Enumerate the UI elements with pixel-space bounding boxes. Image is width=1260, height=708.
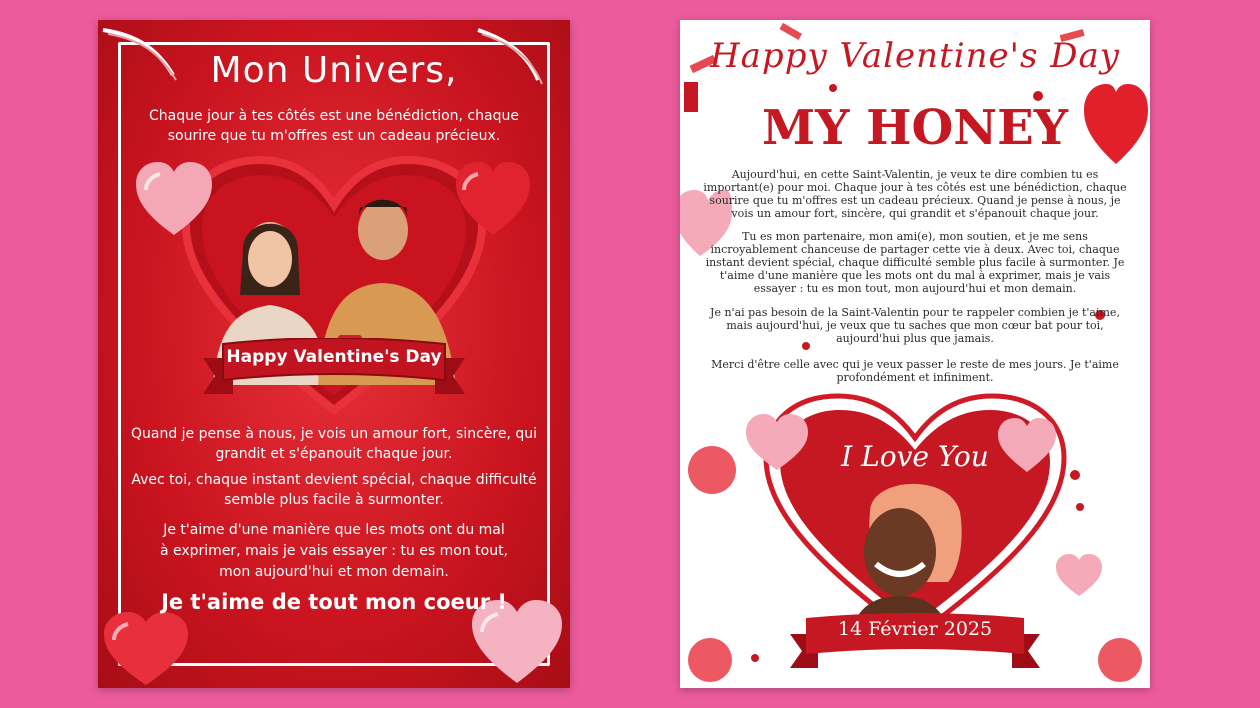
love-text: I Love You bbox=[841, 440, 989, 473]
left-card bbox=[98, 20, 570, 688]
date-text: 14 Février 2025 bbox=[837, 618, 993, 640]
card-title: Mon Univers, bbox=[210, 50, 458, 91]
paragraph-1: Quand je pense à nous, je vois un amour fort, sincère, qui grandit et s'épanouit chaque jour. bbox=[130, 426, 537, 462]
heart-balloon bbox=[1054, 552, 1104, 598]
heart-balloon bbox=[102, 610, 190, 688]
card-title: MY HONEY bbox=[762, 100, 1068, 156]
paragraph-2: Avec toi, chaque instant devient spécial, chaque difficulté semble plus facile à surmonter. bbox=[131, 472, 537, 508]
paragraph-2: Tu es mon partenaire, mon ami(e), mon soutien, et je me sens incroyablement chanceuse de partager cette vie à deux. Avec toi, chaque instant devient spécial, chaque difficulté semble plus facile à surmonter. Je t'aime d'une manière que les mots ont du mal à exprimer, mais je vais essayer : tu es mon tout, mon aujourd'hui et mon demain. bbox=[705, 230, 1125, 295]
right-card bbox=[680, 20, 1150, 688]
banner-text: Happy Valentine's Day bbox=[226, 347, 442, 367]
intro-text: Chaque jour à tes côtés est une bénédiction, chaque sourire que tu m'offres est un cadeau précieux. bbox=[149, 108, 519, 144]
woman-portrait bbox=[840, 472, 970, 632]
paragraph-3: Je t'aime d'une manière que les mots ont du mal à exprimer, mais je vais essayer : tu es mon tout, mon aujourd'hui et mon demain. bbox=[159, 522, 509, 580]
heart-balloon bbox=[454, 160, 532, 238]
paragraph-3: Je n'ai pas besoin de la Saint-Valentin pour te rappeler combien je t'aime, mais aujourd'hui, je veux que tu saches que mon cœur bat pour toi, aujourd'hui plus que jamais. bbox=[710, 306, 1120, 345]
paragraph-1: Aujourd'hui, en cette Saint-Valentin, je veux te dire combien tu es important(e) pour moi. Chaque jour à tes côtés est une bénédiction, chaque sourire que tu m'offres est un cadeau précieux. Quand je pense à nous, je vois un amour fort, sincère, qui grandit et s'épanouit chaque jour. bbox=[703, 168, 1127, 220]
closing-text: Je t'aime de tout mon coeur ! bbox=[161, 590, 507, 614]
card-heading: Happy Valentine's Day bbox=[710, 36, 1120, 76]
paragraph-4: Merci d'être celle avec qui je veux passer le reste de mes jours. Je t'aime profondément et infiniment. bbox=[711, 358, 1119, 384]
heart-balloon bbox=[134, 160, 214, 238]
